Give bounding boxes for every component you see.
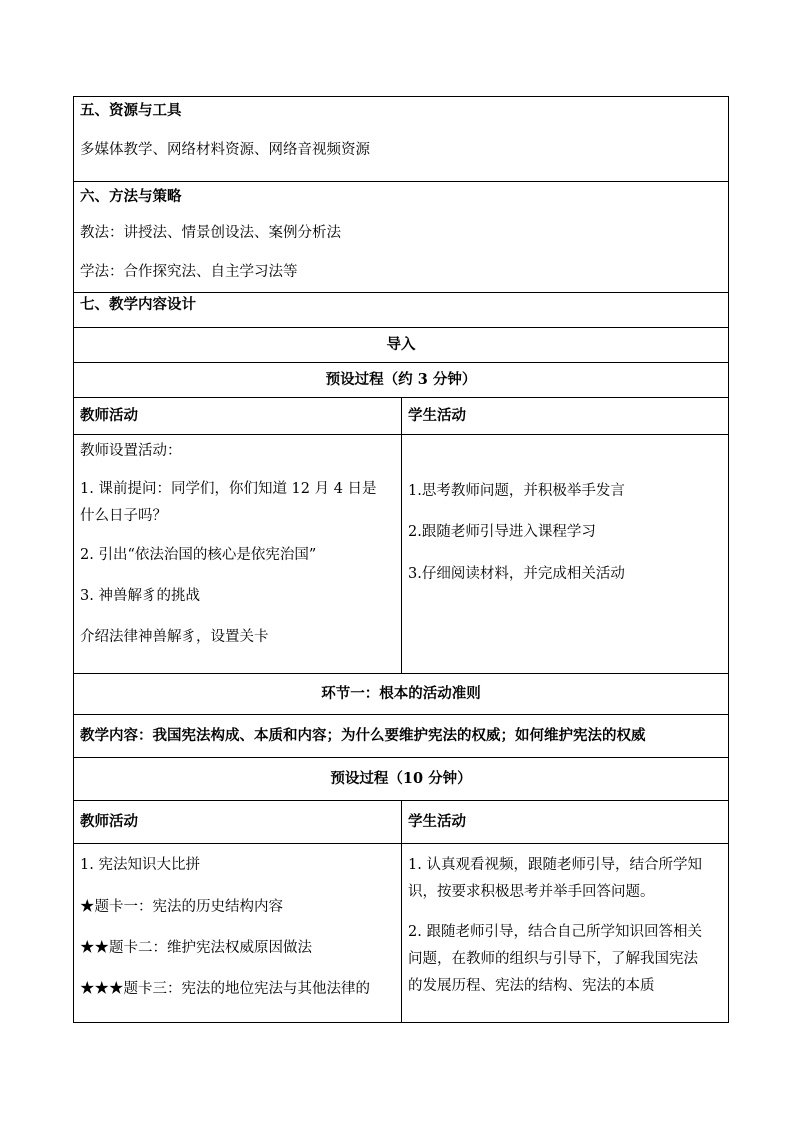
intro-teacher-header: 教师活动	[74, 398, 402, 435]
section5-heading: 五、资源与工具	[80, 102, 182, 119]
intro-teacher-line: 介绍法律神兽解豸，设置关卡	[80, 629, 269, 645]
section6-row	[74, 182, 729, 293]
section-one-teacher-line: ★★题卡二：维护宪法权威原因做法	[80, 940, 312, 956]
section-one-content-row	[74, 715, 729, 758]
intro-student-line: 1.思考教师问题，并积极举手发言	[408, 483, 625, 499]
section-one-teacher-line: 1. 宪法知识大比拼	[80, 857, 200, 873]
intro-activities-row	[74, 435, 729, 674]
section-one-header-row	[74, 801, 729, 844]
intro-header-row	[74, 398, 729, 435]
section-one-process-row	[74, 758, 729, 801]
section-one-teacher-line: ★题卡一：宪法的历史结构内容	[80, 899, 283, 915]
intro-teacher-line: 什么日子吗？	[80, 508, 167, 524]
section-one-content: 教学内容：我国宪法构成、本质和内容；为什么要维护宪法的权威；如何维护宪法的权威	[74, 715, 729, 758]
teaching-methods: 教法：讲授法、情景创设法、案例分析法	[80, 225, 341, 241]
lesson-plan-table	[73, 96, 729, 1023]
intro-teacher-line: 2. 引出“依法治国的核心是依宪治国”	[80, 547, 317, 563]
section-one-teacher-header: 教师活动	[74, 801, 402, 844]
intro-title: 导入	[74, 328, 729, 363]
intro-teacher-line: 1. 课前提问：同学们，你们知道 12 月 4 日是	[80, 481, 377, 497]
intro-title-row	[74, 328, 729, 363]
intro-process-title: 预设过程（约 3 分钟）	[74, 363, 729, 398]
section-one-student-line: 识，按要求积极思考并举手回答问题。	[408, 884, 655, 900]
section-one-student-header: 学生活动	[402, 801, 729, 844]
intro-student-activities	[402, 435, 729, 674]
intro-student-line: 2.跟随老师引导进入课程学习	[408, 524, 596, 540]
section-one-student-activities	[402, 844, 729, 1023]
section-one-title: 环节一：根本的活动准则	[74, 674, 729, 715]
section5-row	[74, 97, 729, 182]
intro-student-header: 学生活动	[402, 398, 729, 435]
learning-methods: 学法：合作探究法、自主学习法等	[80, 264, 298, 280]
section-one-teacher-activities	[74, 844, 402, 1023]
section-one-student-line: 问题，在教师的组织与引导下，了解我国宪法	[408, 951, 698, 967]
section5-content: 多媒体教学、网络材料资源、网络音视频资源	[80, 142, 370, 158]
intro-teacher-line: 教师设置活动：	[80, 443, 182, 459]
section-one-student-line: 2. 跟随老师引导，结合自己所学知识回答相关	[408, 924, 702, 940]
intro-teacher-activities	[74, 435, 402, 674]
section-one-teacher-line: ★★★题卡三：宪法的地位宪法与其他法律的	[80, 981, 370, 997]
intro-teacher-line: 3. 神兽解豸的挑战	[80, 588, 200, 604]
section-one-process-title: 预设过程（10 分钟）	[74, 758, 729, 801]
intro-student-line: 3.仔细阅读材料，并完成相关活动	[408, 566, 625, 582]
section-one-student-line: 1. 认真观看视频，跟随老师引导，结合所学知	[408, 857, 702, 873]
section-one-student-line: 的发展历程、宪法的结构、宪法的本质	[408, 978, 655, 994]
section-one-activities-row	[74, 844, 729, 1023]
section6-heading: 六、方法与策略	[80, 188, 182, 205]
section-one-title-row	[74, 674, 729, 715]
section7-heading: 七、教学内容设计	[80, 296, 196, 313]
section7-row	[74, 293, 729, 328]
intro-process-row	[74, 363, 729, 398]
